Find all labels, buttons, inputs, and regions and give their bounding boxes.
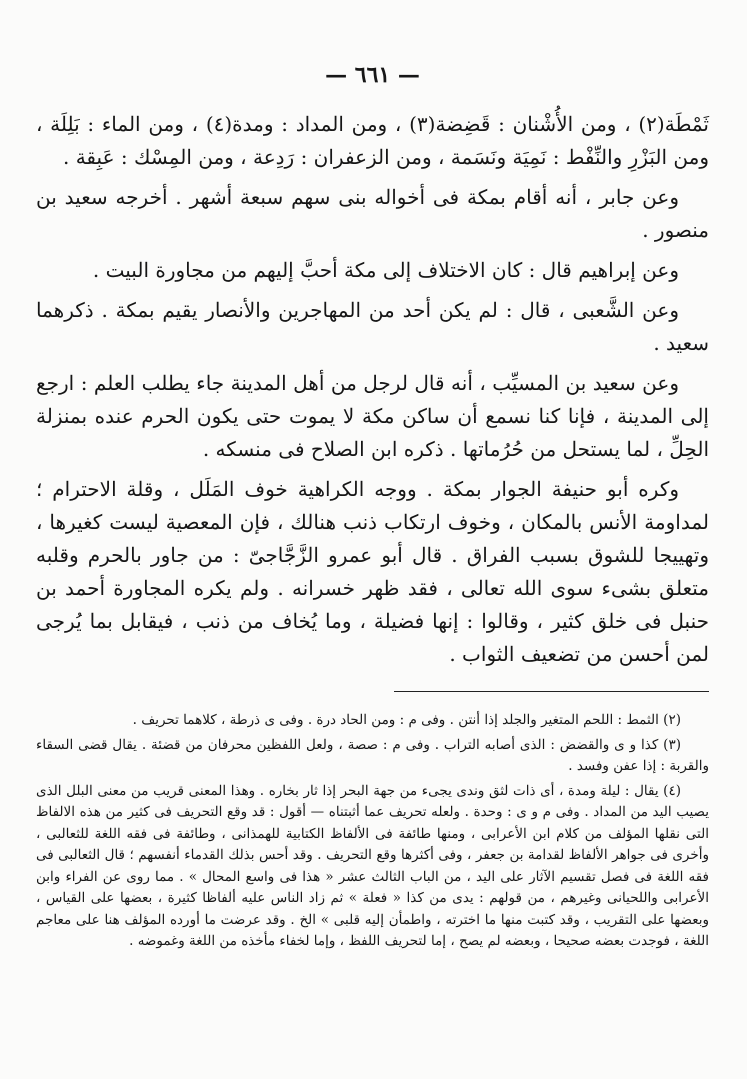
footnotes (36, 710, 709, 953)
footnote: (٤) يقال : ليلة ومدة ، أى ذات لثق وندى يجىء من جهة البحر إذا ثار بخاره . وهذا المعنى قريب من معنى البلل الذى يصيب اليد من المداد . وفى م و ى : وحدة . ولعله تحريف عما أثبتناه — أقول : قد وقع التحريف فى كثير من هذه الالفاظ التى نقلها المؤلف من كلام ابن الأعرابى ، ومنها طائفة فى الألفاظ الكتابية للهمذانى ، وطائفة فى فقه اللغة للثعالبى ، وأخرى فى جواهر الألفاظ لقدامة بن جعفر ، وفى أكثرها وقع التحريف . وقد أحس بذلك القدماء أنفسهم ؛ قال الثعالبى فى فقه اللغة فى فصل تقسيم الآثار على اليد ، من الباب الثالث عشر « هذا فى واسع المحال » . مما روى عن الفراء وابن الأعرابى واللحيانى وغيرهم ، من قولهم : يدى من كذا « فعلة » ثم زاد الناس عليه ألفاظا كثيرة ، بعضها على القياس ، وبعضها على التقريب ، وقد كتبت منها ما اخترته ، واطمأن إليه قلبى » الخ . وقد عرضت ما أورده المؤلف هنا على معاجم اللغة ، فوجدت بعضه صحيحا ، وبعضه لم يصح ، إما لتحريف اللفظ ، وإما لخفاء مأخذه من اللغة وغموضه . (36, 782, 709, 949)
main-text (36, 108, 709, 671)
paragraph: وعن جابر ، أنه أقام بمكة فى أخواله بنى سهم سبعة أشهر . أخرجه سعيد بن منصور . (36, 185, 709, 242)
footnote: (٢) الثمط : اللحم المتغير والجلد إذا أنتن . وفى م : ومن الحاد درة . وفى ى ذرطة ، كلاهما تحريف . (132, 712, 681, 728)
paragraph: وعن الشَّعبى ، قال : لم يكن أحد من المهاجرين والأنصار يقيم بمكة . ذكرهما سعيد . (36, 298, 709, 355)
paragraph: وعن إبراهيم قال : كان الاختلاف إلى مكة أحبَّ إليهم من مجاورة البيت . (92, 258, 679, 282)
paragraph: وكره أبو حنيفة الجوار بمكة . ووجه الكراهية خوف المَلَل ، وقلة الاحترام ؛ لمداومة الأنس بالمكان ، وخوف ارتكاب ذنب هنالك ، فإن المعصية ليست كغيرها ، وتهييجا للشوق بسبب الفراق . قال أبو عمرو الزَّجَّاجىّ : من جاور بالحرم وقلبه متعلق بشىء سوى الله تعالى ، فقد ظهر خسرانه . ولم يكره المجاورة أحمد بن حنبل فى خلق كثير ، وقالوا : إنها فضيلة ، وما يُخاف من ذنب ، فيقابل بما يُرجى لمن أحسن من تضعيف الثواب . (36, 477, 709, 666)
footnote: (٣) كذا و ى والقضض : الذى أصابه التراب . وفى م : صصة ، ولعل اللفظين محرفان من قضئة . يقال قضى السقاء والقربة : إذا عفن وفسد . (36, 736, 709, 774)
footnote-divider (394, 691, 709, 692)
paragraph: ثَمْطَة(٢) ، ومن الأُشْنان : قَضِضة(٣) ، ومن المداد : ومدة(٤) ، ومن الماء : بَلِلَة ، ومن البَزْرِ والنِّفْط : نَمِيَة ونَسَمة ، ومن الزعفران : رَدِعة ، ومن المِسْك : عَبِقة . (36, 112, 709, 169)
paragraph: وعن سعيد بن المسيِّب ، أنه قال لرجل من أهل المدينة جاء يطلب العلم : ارجع إلى المدينة ، فإنا كنا نسمع أن ساكن مكة لا يموت حتى يكون الحرم عنده بمنزلة الحِلِّ ، لما يستحل من حُرُماتها . ذكره ابن الصلاح فى منسكه . (36, 371, 709, 461)
page-number: — ٦٦١ — (325, 62, 420, 88)
